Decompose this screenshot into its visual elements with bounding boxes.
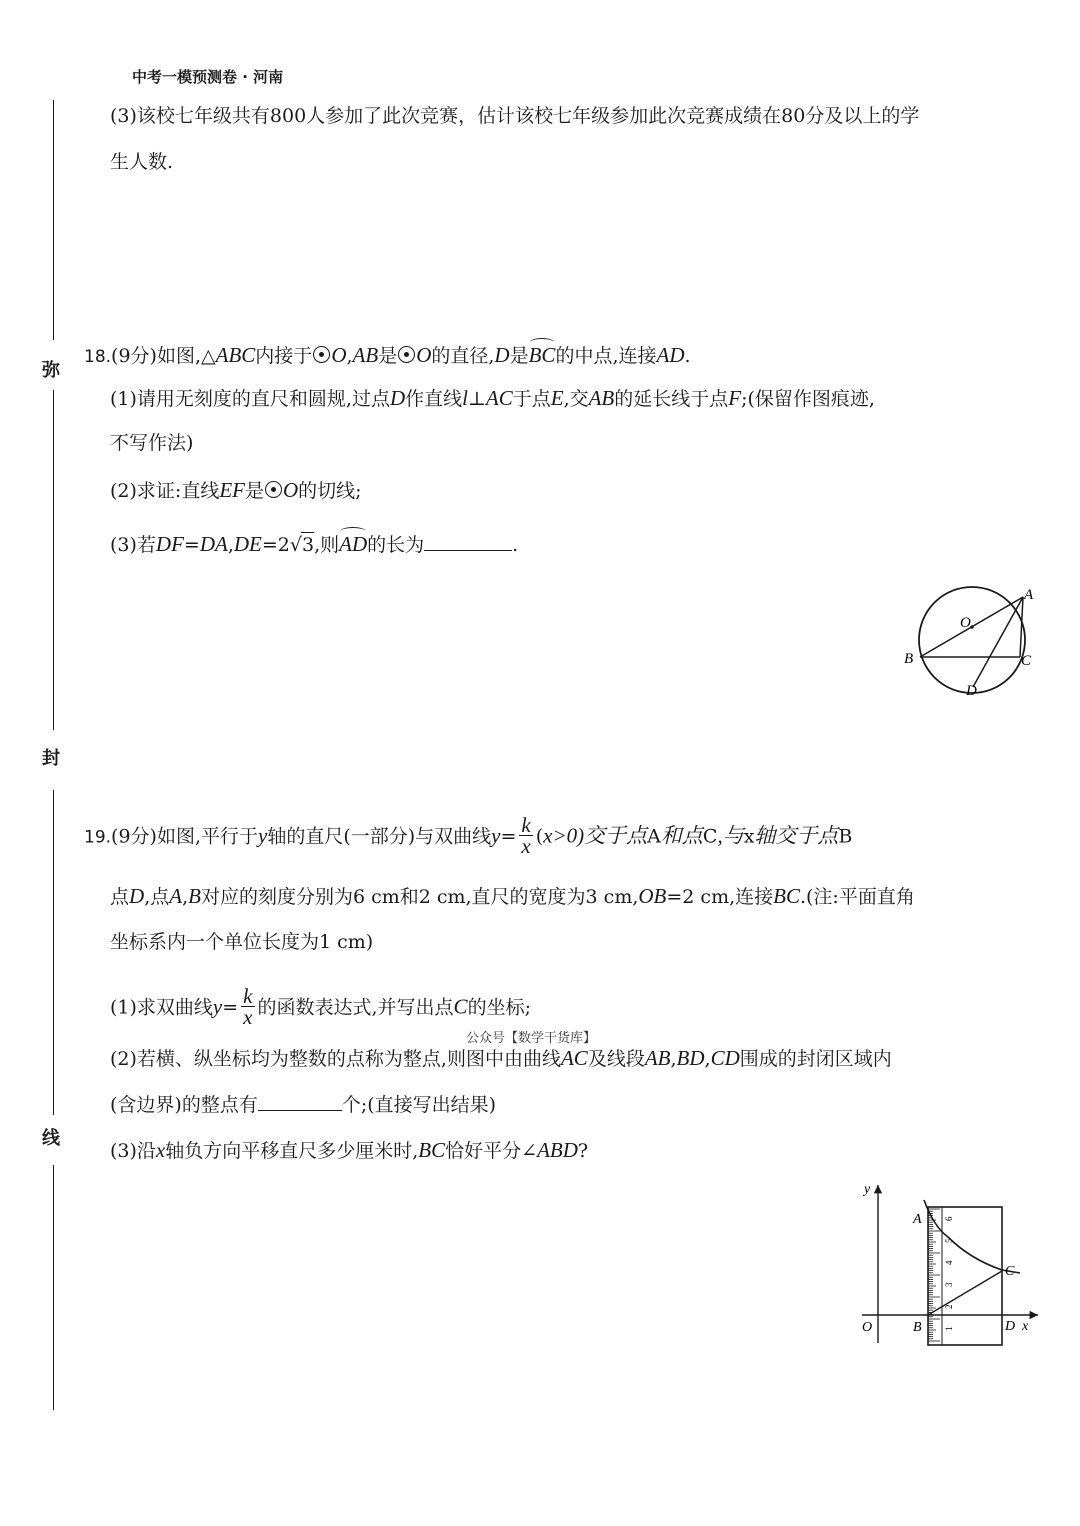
ruler-tick-label: 5	[944, 1238, 954, 1243]
label-a: A	[913, 1212, 922, 1227]
ruler-tick-label: 3	[944, 1282, 954, 1287]
ruler-tick-label: 1	[944, 1326, 954, 1331]
label-d: D	[1005, 1319, 1016, 1334]
margin-label-mi: 弥	[42, 360, 60, 381]
q19-ruler-figure	[850, 1175, 1050, 1355]
watermark: 公众号【数学干货库】	[466, 1031, 597, 1046]
circle-symbol	[265, 481, 282, 498]
ruler-tick-label: 4	[944, 1260, 954, 1265]
q18-stem: 18.(9分)如图,△ABC内接于 O,AB是 O的直径,D是BC的中点,连接AD.	[84, 339, 691, 369]
label-d: D	[966, 683, 977, 699]
answer-blank[interactable]	[258, 1092, 342, 1111]
margin-label-xian: 线	[42, 1128, 60, 1149]
q18-part2: (2)求证:直线EF是 O的切线;	[110, 478, 362, 502]
sqrt-radicand: 3	[302, 534, 315, 556]
ruler-ticks	[928, 1209, 940, 1341]
q17-part3-line2: 生人数.	[110, 151, 174, 173]
q19-stem-line1: 19.(9分)如图,平行于y轴的直尺(一部分)与双曲线y= $\frac{k}{x}$ (x>0)交于点A和点C,与x轴交于点B	[84, 813, 853, 858]
circle-symbol	[313, 346, 330, 363]
q19-stem-line3: 坐标系内一个单位长度为1 cm)	[110, 931, 374, 953]
q19-part2-line2: (含边界)的整点有 个;(直接写出结果)	[110, 1094, 497, 1116]
ruler-tick-labels	[944, 1216, 954, 1331]
label-c: C	[1005, 1264, 1015, 1279]
q18-score: (9分)	[111, 345, 157, 367]
circle-o	[919, 587, 1025, 693]
q18-part1-line2: 不写作法)	[110, 432, 194, 454]
hyperbola-curve	[924, 1200, 1020, 1273]
q19-score: (9分)	[111, 825, 157, 848]
q18-part3: (3)若DF=DA,DE=2√3,则AD的长为 .	[110, 528, 518, 557]
label-o: O	[960, 615, 971, 631]
label-o: O	[862, 1320, 873, 1335]
fraction-k-over-x: $\frac{k}{x}$	[521, 813, 531, 858]
fraction-k-over-x: $\frac{k}{x}$	[243, 984, 253, 1029]
label-y: y	[864, 1182, 871, 1197]
label-c: C	[1021, 653, 1032, 669]
label-a: A	[1024, 587, 1034, 603]
q19-part3: (3)沿x轴负方向平移直尺多少厘米时,BC恰好平分∠ABD?	[110, 1138, 589, 1162]
q19-number: 19.	[84, 827, 112, 848]
q19-part2-line1: (2)若横、纵坐标均为整数的点称为整点,则图中由曲线AC及线段AB,BD,CD围成的封闭区域内	[110, 1046, 892, 1070]
label-b: B	[913, 1320, 922, 1335]
answer-blank[interactable]	[424, 532, 512, 551]
arc-ad: AD	[339, 528, 367, 556]
margin-label-feng: 封	[42, 748, 60, 769]
q18-circle-figure	[900, 565, 1050, 705]
q18-part1-line1: (1)请用无刻度的直尺和圆规,过点D作直线l⊥AC于点E,交AB的延长线于点F;(保留作图痕迹,	[110, 386, 875, 410]
ruler-tick-label: 2	[944, 1304, 954, 1309]
q17-part3-line1: (3)该校七年级共有800人参加了此次竞赛，估计该校七年级参加此次竞赛成绩在80分及以上的学	[110, 105, 920, 127]
segment-bc	[928, 1271, 1002, 1315]
q19-stem-line2: 点D,点A,B对应的刻度分别为6 cm和2 cm,直尺的宽度为3 cm,OB=2 cm,连接BC.(注:平面直角	[110, 884, 915, 908]
circle-symbol	[398, 346, 415, 363]
segment-ad	[973, 597, 1023, 687]
q18-number: 18.	[84, 347, 112, 367]
label-x: x	[1022, 1319, 1029, 1334]
ruler-tick-label: 6	[944, 1216, 954, 1221]
label-b: B	[904, 651, 914, 667]
arc-bc: BC	[529, 339, 556, 367]
q19-part1: (1)求双曲线y= $\frac{k}{x}$ 的函数表达式,并写出点C的坐标;	[110, 984, 531, 1029]
paper-header: 中考一模预测卷 · 河南	[132, 68, 284, 86]
